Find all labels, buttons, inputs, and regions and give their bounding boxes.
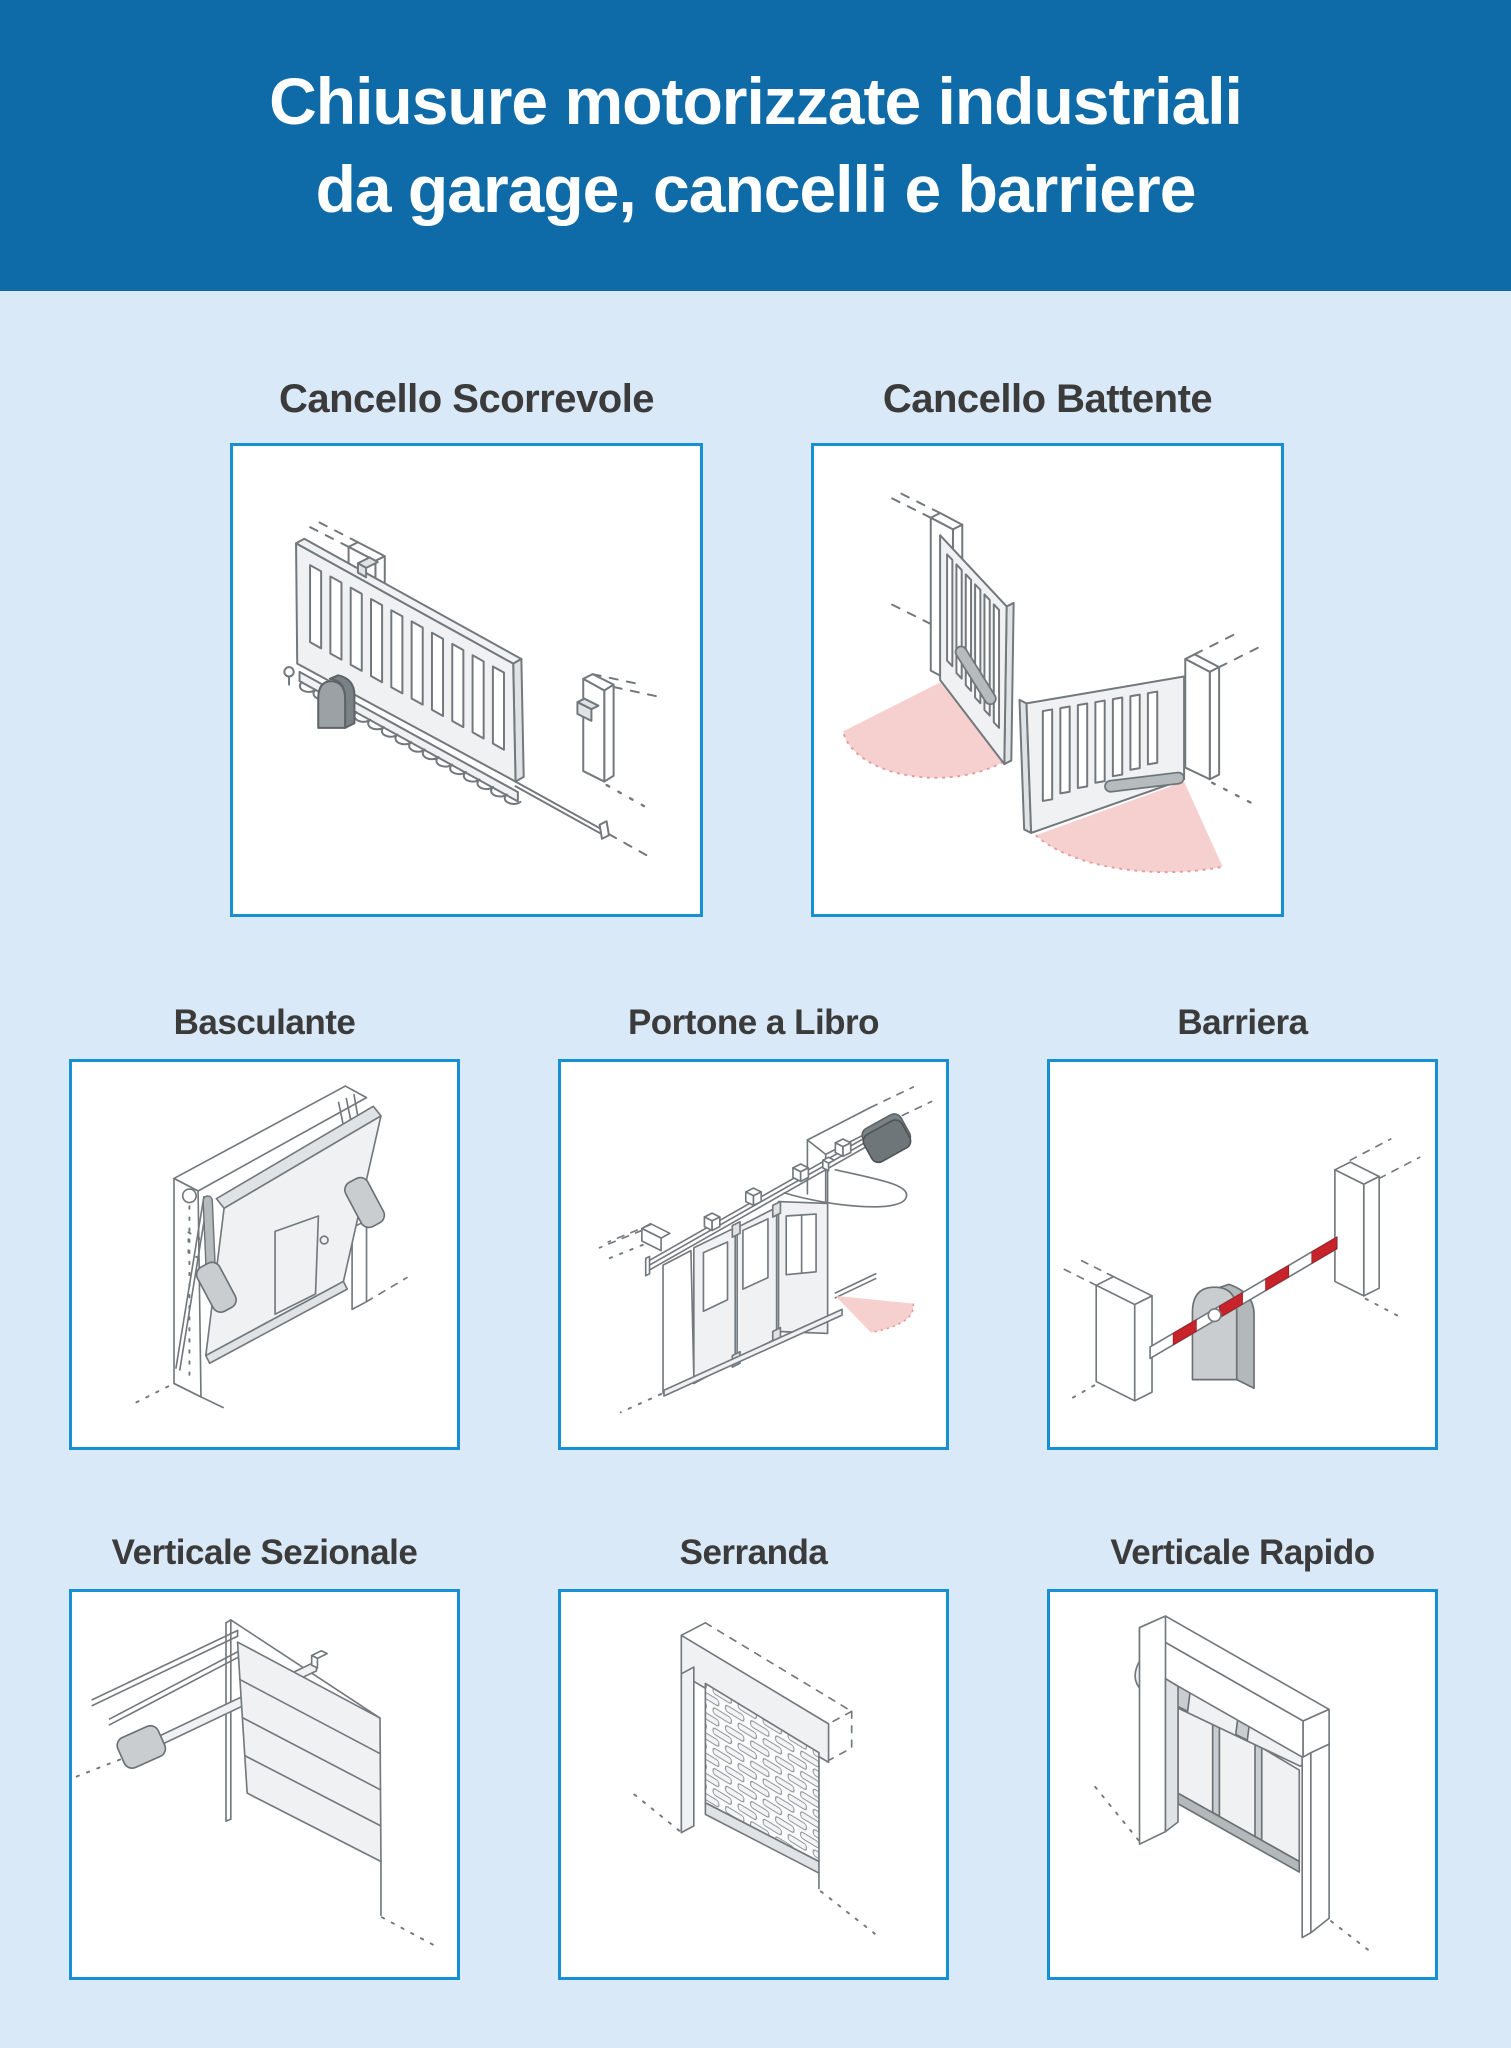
panel-figure-cancello-battente <box>811 355 1284 917</box>
left-wall <box>1063 1260 1152 1401</box>
panel-barriera <box>1047 1059 1438 1450</box>
right-post <box>1185 632 1263 802</box>
right-post <box>577 674 662 806</box>
panel-title-portone-a-libro: Portone a Libro <box>627 1003 880 1042</box>
panel-title-basculante: Basculante <box>173 1003 356 1042</box>
right-post <box>1335 1139 1420 1316</box>
high-speed-door-icon <box>1050 1592 1435 1977</box>
panel-verticale-sezionale <box>69 1589 460 1980</box>
tilt-up-door-icon <box>72 1062 457 1447</box>
page-title-line1: Chiusure motorizzate industriali <box>269 64 1242 139</box>
motor-head-icon <box>114 1723 168 1771</box>
sectional-door-icon <box>72 1592 457 1977</box>
panel-figure-barriera <box>1047 987 1438 1450</box>
right-column <box>1302 1744 1329 1937</box>
panel-cancello-battente <box>811 443 1284 917</box>
gate-motor-icon <box>318 675 354 728</box>
panel-verticale-rapido <box>1047 1589 1438 1980</box>
header <box>0 0 1511 291</box>
pivot <box>183 1189 196 1202</box>
panel-title-cancello-scorrevole: Cancello Scorrevole <box>278 376 655 421</box>
arm-pivot-light <box>1208 1309 1221 1322</box>
panel-serranda <box>558 1589 949 1980</box>
ground-rail <box>516 782 647 856</box>
panel-title-barriera: Barriera <box>1177 1003 1308 1042</box>
panel-figure-serranda <box>558 1517 949 1980</box>
panel-figure-cancello-scorrevole <box>230 355 703 917</box>
page-title-line2: da garage, cancelli e barriere <box>315 151 1196 226</box>
photocell-icon <box>284 667 293 676</box>
panel-cancello-scorrevole <box>230 443 703 917</box>
panel-figure-portone-a-libro <box>558 987 949 1450</box>
side-sheet <box>663 1251 694 1393</box>
tilting-door <box>206 1106 381 1363</box>
panel-figure-basculante <box>69 987 460 1450</box>
left-guide <box>681 1667 694 1833</box>
panel-title-serranda: Serranda <box>679 1533 828 1572</box>
road-barrier-icon <box>1050 1062 1435 1447</box>
folding-door-icon <box>561 1062 946 1447</box>
panel-basculante <box>69 1059 460 1450</box>
panel-title-cancello-battente: Cancello Battente <box>882 376 1213 421</box>
panel-portone-a-libro <box>558 1059 949 1450</box>
sliding-gate-icon <box>233 446 700 914</box>
left-column <box>174 1178 201 1396</box>
panel-figure-verticale-rapido <box>1047 1517 1438 1980</box>
rolling-shutter-icon <box>561 1592 946 1977</box>
sensor-fan <box>835 1296 913 1333</box>
panel-figure-verticale-sezionale <box>69 1517 460 1980</box>
panel-title-verticale-sezionale: Verticale Sezionale <box>111 1533 418 1572</box>
panel-title-verticale-rapido: Verticale Rapido <box>1110 1533 1375 1572</box>
door-motor-icon <box>858 1111 915 1165</box>
swing-gate-icon <box>814 446 1281 914</box>
